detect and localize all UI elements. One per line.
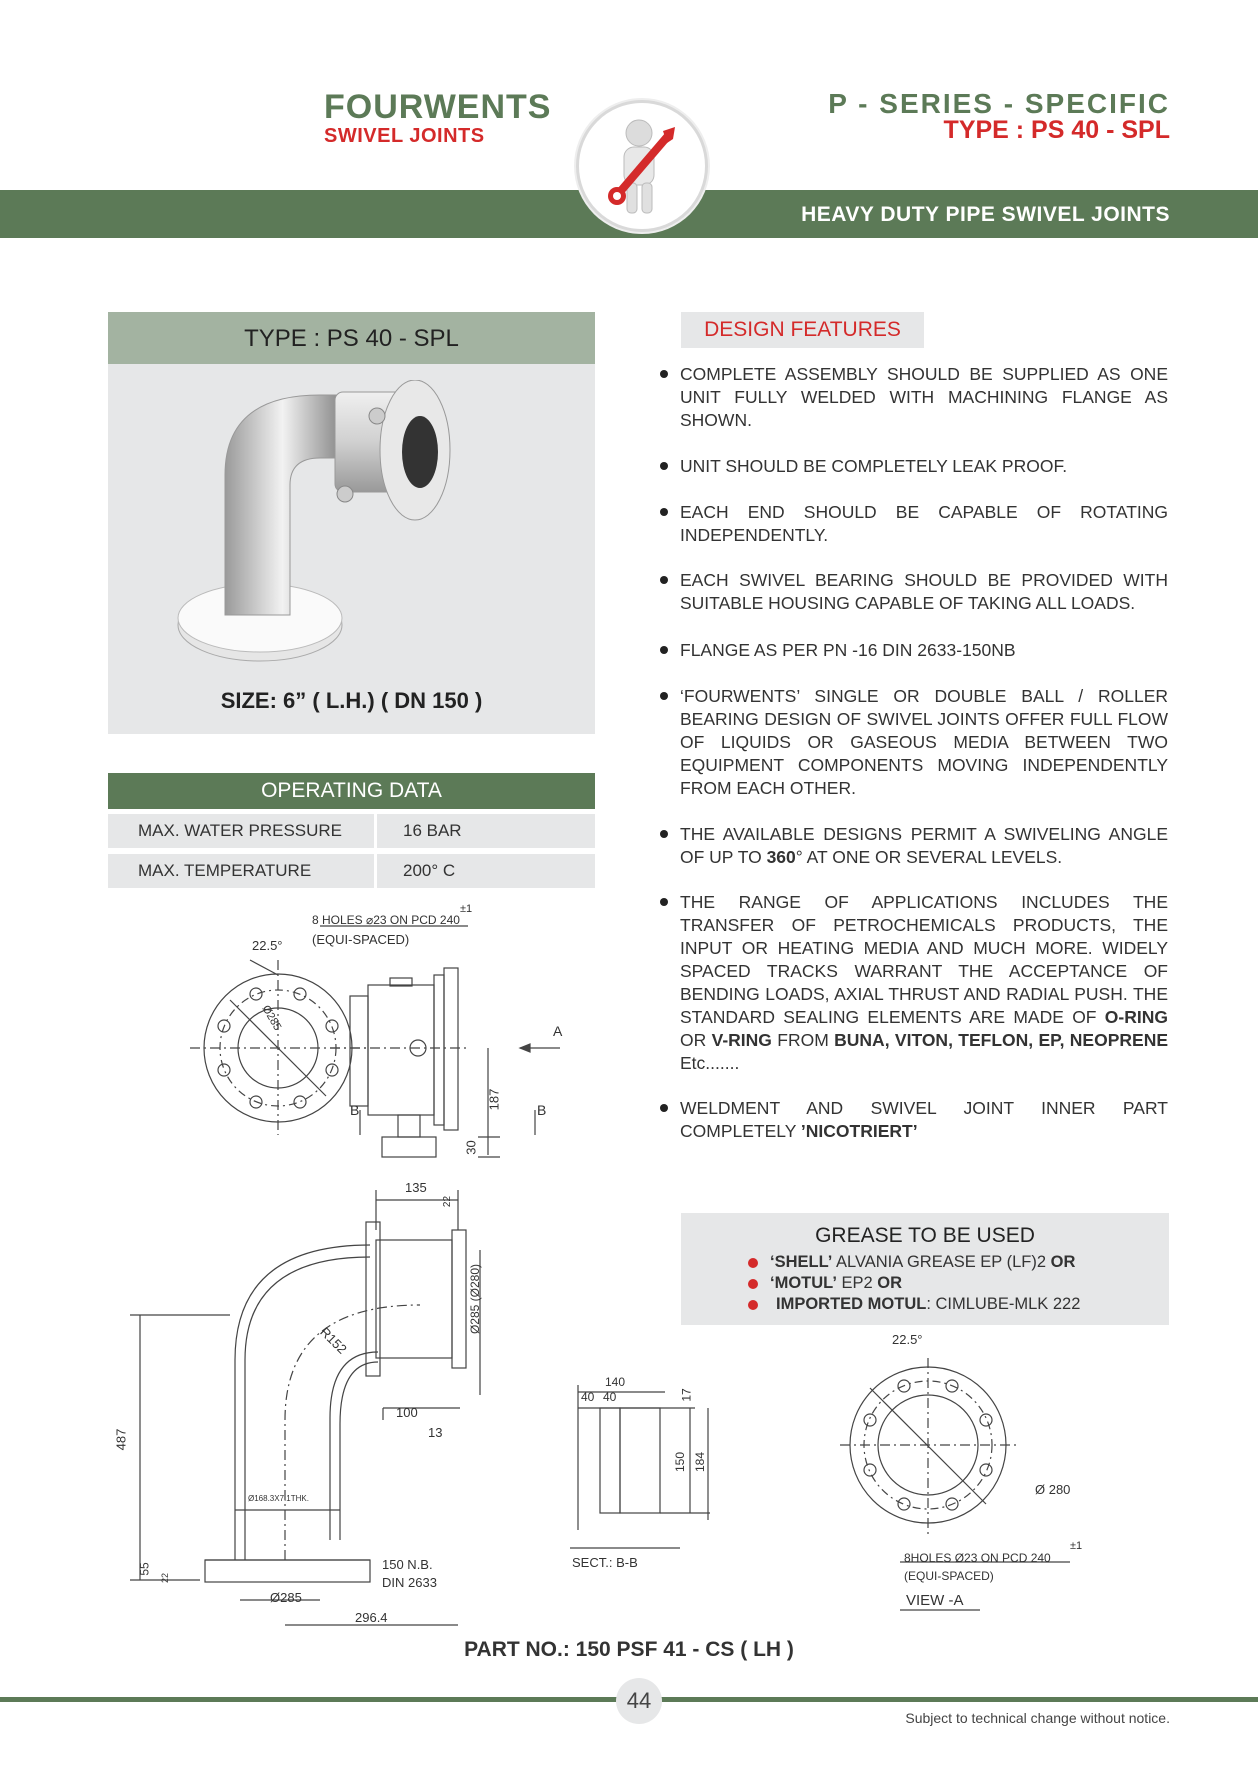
feature-item: ‘FOURWENTS’ SINGLE OR DOUBLE BALL / ROLLER BEARING DESIGN OF SWIVEL JOINTS OFFER FULL FLOW OF LIQUIDS OR GASEOUS MEDIA BETWEEN TWO EQUIPMENT COMPONENTS MOVING INDEPENDENTLY FROM EACH OTHER.	[680, 686, 1168, 798]
dim-equi-spaced: (EQUI-SPACED)	[312, 932, 410, 947]
dim-22: 22	[442, 1195, 454, 1208]
view-a-label: VIEW -A	[906, 1592, 964, 1609]
dim-40: 40	[603, 1390, 617, 1404]
dim-487: 487	[113, 1428, 129, 1451]
dim-150: 150	[673, 1451, 688, 1473]
series-type: TYPE : PS 40 - SPL	[943, 116, 1170, 144]
design-features-title: DESIGN FEATURES	[704, 318, 901, 341]
op-value-temperature: 200° C	[377, 854, 595, 888]
dim-angle-view-a: 22.5°	[892, 1332, 923, 1347]
feature-item-weldment: WELDMENT AND SWIVEL JOINT INNER PART COMPLETELY ’NICOTRIERT’	[680, 1098, 1168, 1141]
dim-diameter-280: Ø 280	[1035, 1482, 1071, 1497]
dim-17: 17	[679, 1388, 694, 1402]
dim-angle: 22.5°	[252, 938, 283, 953]
dim-140: 140	[605, 1375, 626, 1389]
dim-13: 13	[428, 1425, 443, 1440]
section-marker-b: B	[537, 1102, 547, 1118]
dim-diameter-285-280: Ø285 (Ø280)	[468, 1263, 483, 1335]
part-number: PART NO.: 150 PSF 41 - CS ( LH )	[464, 1638, 794, 1661]
product-panel-title: TYPE : PS 40 - SPL	[244, 325, 459, 352]
dim-135: 135	[405, 1180, 427, 1195]
brand-subtitle: SWIVEL JOINTS	[324, 125, 485, 147]
grease-item: ‘SHELL’ ALVANIA GREASE EP (LF)2 OR	[770, 1253, 1076, 1271]
view-marker-a: A	[553, 1023, 563, 1039]
dim-40: 40	[581, 1390, 595, 1404]
feature-item: UNIT SHOULD BE COMPLETELY LEAK PROOF.	[680, 456, 1068, 476]
operating-data-title: OPERATING DATA	[261, 779, 442, 802]
feature-item: EACH SWIVEL BEARING SHOULD BE PROVIDED WITH SUITABLE HOUSING CAPABLE OF TAKING ALL LOADS.	[680, 570, 1168, 613]
flange-din: DIN 2633	[382, 1575, 437, 1590]
series-title: P - SERIES - SPECIFIC	[828, 88, 1170, 119]
footer-note: Subject to technical change without notice.	[905, 1710, 1170, 1726]
dim-flange-285: Ø285	[270, 1590, 302, 1605]
dim-tolerance: ±1	[1070, 1540, 1083, 1552]
dim-55: 55	[137, 1562, 152, 1576]
band-title: HEAVY DUTY PIPE SWIVEL JOINTS	[801, 203, 1170, 226]
grease-title: GREASE TO BE USED	[815, 1224, 1035, 1247]
swivel-side-view	[320, 926, 563, 1157]
grease-item: ‘MOTUL’ EP2 OR	[770, 1274, 903, 1292]
dim-pipe-spec: Ø168.3X7.1THK.	[248, 1494, 309, 1503]
brand-logo-text: FOURWENTS	[324, 88, 552, 126]
section-marker-b: B	[350, 1102, 360, 1118]
section-bb-view	[570, 1385, 710, 1548]
grease-item: IMPORTED MOTUL: CIMLUBE-MLK 222	[776, 1295, 1081, 1313]
product-size: SIZE: 6” ( L.H.) ( DN 150 )	[220, 688, 483, 713]
dim-diameter-285: Ø285	[259, 1003, 284, 1033]
dim-tolerance: ±1	[460, 903, 473, 915]
dim-184: 184	[693, 1451, 708, 1473]
op-label-pressure: MAX. WATER PRESSURE	[108, 814, 374, 848]
dim-296-4: 296.4	[355, 1610, 388, 1625]
feature-item: EACH END SHOULD BE CAPABLE OF ROTATING INDEPENDENTLY.	[680, 502, 1168, 545]
section-bb-label: SECT.: B-B	[572, 1555, 638, 1570]
dim-holes-view-a: 8HOLES Ø23 ON PCD 240	[904, 1551, 1051, 1565]
dim-holes: 8 HOLES ⌀23 ON PCD 240	[312, 913, 460, 927]
feature-item-swivel-angle: THE AVAILABLE DESIGNS PERMIT A SWIVELING ANGLE OF UP TO 360° AT ONE OR SEVERAL LEVELS.	[680, 824, 1168, 867]
page-number: 44	[616, 1678, 662, 1724]
feature-item: COMPLETE ASSEMBLY SHOULD BE SUPPLIED AS ONE UNIT FULLY WELDED WITH MACHINING FLANGE AS SHOWN.	[680, 364, 1168, 430]
flange-nb: 150 N.B.	[382, 1557, 433, 1572]
op-value-pressure: 16 BAR	[377, 814, 595, 848]
dim-100: 100	[396, 1405, 418, 1420]
dim-187: 187	[486, 1088, 502, 1111]
dim-equi-spaced-view-a: (EQUI-SPACED)	[904, 1569, 994, 1583]
dim-30: 30	[463, 1140, 479, 1155]
flange-front-view	[190, 960, 368, 1135]
op-label-temperature: MAX. TEMPERATURE	[108, 854, 374, 888]
dim-r152: R152	[317, 1324, 350, 1357]
feature-item: FLANGE AS PER PN -16 DIN 2633-150NB	[680, 640, 1016, 660]
dim-22-flange: 22	[160, 1572, 171, 1584]
feature-item-applications: THE RANGE OF APPLICATIONS INCLUDES THE TRANSFER OF PETROCHEMICALS PRODUCTS, THE INPUT OR HEATING MEDIA AND MUCH MORE. WIDELY SPACED TRACKS WARRANT THE ACCEPTANCE OF BENDING LOADS, AXIAL THRUST AND RADIAL PUSH. THE STANDARD SEALING ELEMENTS ARE MADE OF O-RING OR V-RING FROM BUNA, VITON, TEFLON, EP, NEOPRENE Etc.......	[680, 892, 1168, 1073]
